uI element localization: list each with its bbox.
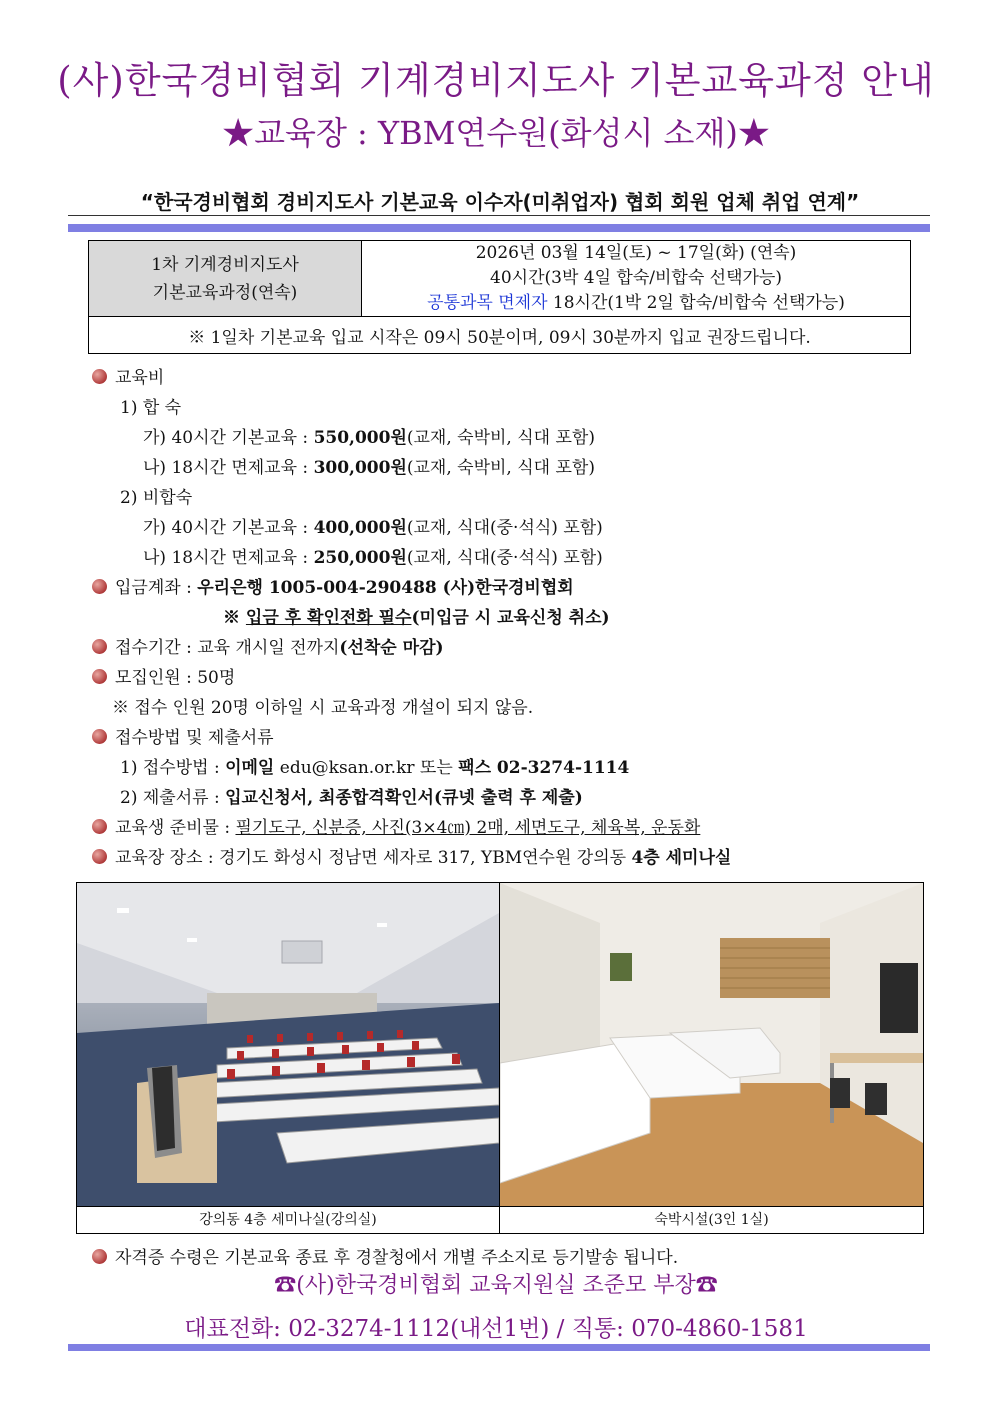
caption-seminar: 강의동 4층 세미나실(강의실): [77, 1206, 500, 1233]
fee-item: 나) 18시간 면제교육 : 300,000원(교재, 숙박비, 식대 포함): [143, 458, 595, 478]
page-title: (사)한국경비협회 기계경비지도사 기본교육과정 안내: [57, 59, 935, 102]
dormitory-illustration: [500, 883, 923, 1206]
seminar-room-photo: [77, 883, 500, 1206]
caption-dormitory: 숙박시설(3인 1실): [500, 1206, 923, 1233]
docs-line: 2) 제출서류 : 입교신청서, 최종합격확인서(큐넷 출력 후 제출): [120, 788, 583, 808]
period-line: 접수기간 : 교육 개시일 전까지(선착순 마감): [90, 633, 950, 663]
schedule-table: [88, 240, 911, 354]
location-line: 교육장 장소 : 경기도 화성시 정남면 세자로 317, YBM연수원 강의동 4층 세미나실: [90, 843, 950, 873]
account-line: 입금계좌 : 우리은행 1005-004-290488 (사)한국경비협회: [90, 573, 950, 603]
photo-grid: [76, 882, 924, 1234]
method-heading: 접수방법 및 제출서류: [90, 723, 950, 753]
bullet-icon: [92, 849, 107, 864]
contact-phones: 대표전화: 02-3274-1112(내선1번) / 직통: 070-4860-1581: [184, 1316, 808, 1342]
schedule-date: 2026년 03월 14일(토) ~ 17일(화) (연속): [475, 243, 797, 263]
schedule-exempt: 공통과목 면제자 18시간(1박 2일 합숙/비합숙 선택가능): [427, 293, 845, 313]
method-line: 1) 접수방법 : 이메일 edu@ksan.or.kr 또는 팩스 02-3274-1114: [120, 758, 630, 778]
fees-heading: 교육비: [90, 363, 950, 393]
supplies-line: 교육생 준비물 : 필기도구, 신분증, 사진(3×4㎝) 2매, 세면도구, 체육복, 운동화: [90, 813, 950, 843]
bullet-icon: [92, 639, 107, 654]
footer-bar: [68, 1344, 930, 1351]
bullet-icon: [92, 669, 107, 684]
schedule-label: 1차 기계경비지도사 기본교육과정(연속): [89, 241, 362, 317]
recruit-note: ※ 접수 인원 20명 이하일 시 교육과정 개설이 되지 않음.: [112, 698, 534, 718]
bullet-icon: [92, 729, 107, 744]
divider-bar: [68, 224, 930, 232]
fee-item: 가) 40시간 기본교육 : 400,000원(교재, 식대(중·석식) 포함): [143, 518, 603, 538]
fee-item: 가) 40시간 기본교육 : 550,000원(교재, 숙박비, 식대 포함): [143, 428, 595, 448]
dormitory-photo: [500, 883, 923, 1206]
schedule-note: ※ 1일차 기본교육 입교 시작은 09시 50분이며, 09시 30분까지 입교 권장드립니다.: [89, 317, 911, 354]
bullet-icon: [92, 579, 107, 594]
venue-heading: ★교육장 : YBM연수원(화성시 소재)★: [222, 114, 770, 152]
schedule-hours: 40시간(3박 4일 합숙/비합숙 선택가능): [490, 268, 782, 288]
bullet-icon: [92, 1249, 107, 1264]
divider: [68, 215, 930, 216]
recruit-line: 모집인원 : 50명: [90, 663, 950, 693]
bullet-icon: [92, 819, 107, 834]
slogan: “한국경비협회 경비지도사 기본교육 이수자(미취업자) 협회 회원 업체 취업 연계”: [140, 190, 860, 214]
account-note: ※ 입금 후 확인전화 필수(미입금 시 교육신청 취소): [223, 608, 610, 628]
contact-person: ☎(사)한국경비협회 교육지원실 조준모 부장☎: [274, 1273, 718, 1298]
seminar-room-illustration: [77, 883, 499, 1206]
fees-nonlodging-title: 2) 비합숙: [120, 488, 193, 508]
schedule-detail: [362, 241, 911, 317]
info-body: [90, 363, 950, 873]
certificate-note: 자격증 수령은 기본교육 종료 후 경찰청에서 개별 주소지로 등기발송 됩니다.: [90, 1243, 678, 1268]
bullet-icon: [92, 369, 107, 384]
fee-item: 나) 18시간 면제교육 : 250,000원(교재, 식대(중·석식) 포함): [143, 548, 603, 568]
fees-lodging-title: 1) 합 숙: [120, 398, 182, 418]
